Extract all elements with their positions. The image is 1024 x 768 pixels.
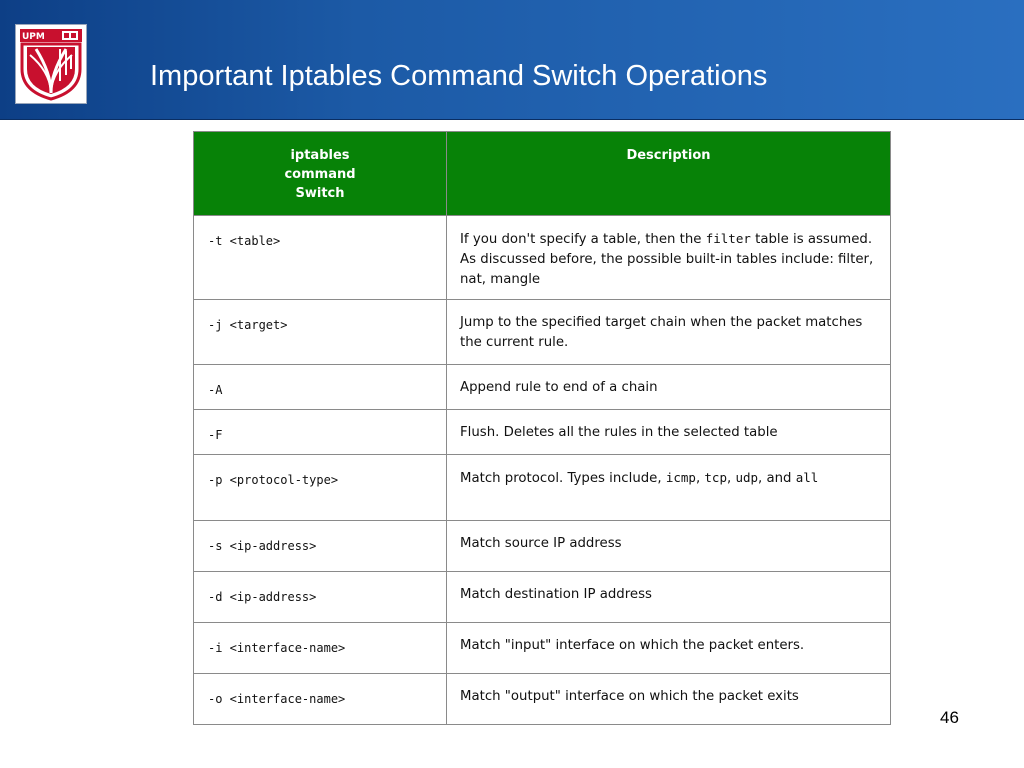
table-row xyxy=(194,521,891,572)
description-code: icmp xyxy=(665,470,696,485)
command-cell: -o <interface-name> xyxy=(194,674,447,725)
table-row xyxy=(194,455,891,521)
header-command-line3: Switch xyxy=(295,186,345,201)
description-cell xyxy=(447,216,891,300)
command-cell: -A xyxy=(194,365,447,410)
table-row xyxy=(194,365,891,410)
table-row xyxy=(194,623,891,674)
table-row xyxy=(194,410,891,455)
slide-title: Important Iptables Command Switch Operations xyxy=(150,60,768,92)
header-command-line2: command xyxy=(284,167,356,182)
header-description: Description xyxy=(447,132,891,216)
description-code: filter xyxy=(705,231,751,246)
description-cell: Append rule to end of a chain xyxy=(447,365,891,410)
page-number: 46 xyxy=(940,708,959,727)
command-cell: -s <ip-address> xyxy=(194,521,447,572)
description-cell: Match "input" interface on which the packet enters. xyxy=(447,623,891,674)
description-text: Match protocol. Types include, xyxy=(460,471,666,486)
header-command-switch xyxy=(194,132,447,216)
description-cell: Flush. Deletes all the rules in the selected table xyxy=(447,410,891,455)
command-cell: -t <table> xyxy=(194,216,447,300)
description-cell: Match source IP address xyxy=(447,521,891,572)
description-text: table is assumed. As discussed before, the possible built-in tables include: filter, nat, mangle xyxy=(460,232,874,287)
description-cell xyxy=(447,455,891,521)
command-cell: -j <target> xyxy=(194,300,447,365)
description-text: If you don't specify a table, then the xyxy=(460,232,706,247)
description-cell: Jump to the specified target chain when the packet matches the current rule. xyxy=(447,300,891,365)
table-row xyxy=(194,572,891,623)
description-cell: Match "output" interface on which the packet exits xyxy=(447,674,891,725)
iptables-switch-table xyxy=(193,131,891,725)
description-text: , xyxy=(695,471,705,486)
command-cell: -i <interface-name> xyxy=(194,623,447,674)
description-code: all xyxy=(795,470,819,485)
table-header-row xyxy=(194,132,891,216)
table-row xyxy=(194,674,891,725)
table-row xyxy=(194,216,891,300)
svg-text:UPM: UPM xyxy=(22,32,45,42)
header-command-line1: iptables xyxy=(290,148,350,163)
description-text: , xyxy=(726,471,736,486)
description-code: udp xyxy=(735,470,759,485)
upm-logo xyxy=(15,24,87,104)
slide-header-bar xyxy=(0,0,1024,120)
description-code: tcp xyxy=(704,470,727,485)
command-cell: -F xyxy=(194,410,447,455)
table-row xyxy=(194,300,891,365)
command-cell: -p <protocol-type> xyxy=(194,455,447,521)
description-cell: Match destination IP address xyxy=(447,572,891,623)
description-text: , and xyxy=(758,471,796,486)
command-cell: -d <ip-address> xyxy=(194,572,447,623)
